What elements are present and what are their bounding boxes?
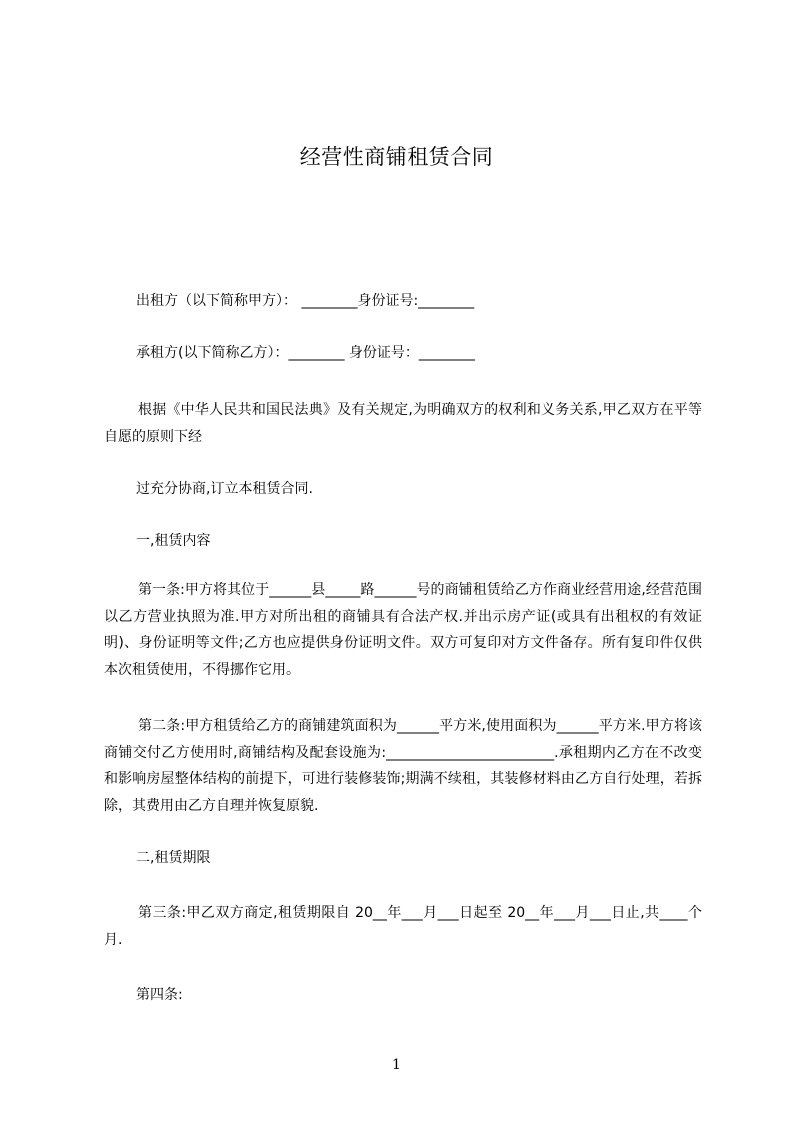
section-heading-lease-term: 二,租赁期限	[136, 850, 211, 866]
article-4-heading: 第四条:	[136, 987, 183, 1003]
preamble-continuation: 过充分协商,订立本租赁合同.	[136, 481, 313, 497]
article-2-paragraph: 第二条:甲方租赁给乙方的商铺建筑面积为______平方米,使用面积为______平方米.甲方将该商铺交付乙方使用时,商铺结构及配套设施为:________________________.承租期内乙方在不改变和影响房屋整体结构的前提下，可进行装修装饰;期满不续租，其装修材料由乙方自行处理，若拆除，其费用由乙方自理并恢复原貌.	[104, 718, 702, 814]
lessee-line: 承租方(以下简称乙方）：________ 身份证号：________	[136, 345, 475, 361]
section-heading-lease-content: 一,租赁内容	[136, 533, 211, 549]
document-title: 经营性商铺租赁合同	[299, 145, 494, 169]
article-3-paragraph: 第三条:甲乙双方商定,租赁期限自 20__年___月___日起至 20__年___月___日止,共____个月.	[104, 905, 702, 948]
page-number: 1	[392, 1057, 401, 1073]
lessor-line: 出租方（以下简称甲方）： ________身份证号:________	[136, 293, 475, 309]
preamble-paragraph: 根据《中华人民共和国民法典》及有关规定,为明确双方的权利和义务关系,甲乙双方在平等自愿的原则下经	[104, 402, 702, 445]
article-1-paragraph: 第一条:甲方将其位于______县_____路______号的商铺租赁给乙方作商业经营用途,经营范围以乙方营业执照为准.甲方对所出租的商铺具有合法产权.并出示房产证(或具有出租权的有效证明)、身份证明等文件;乙方也应提供身份证明文件。双方可复印对方文件备存。所有复印件仅供本次租赁使用，不得挪作它用。	[104, 582, 702, 678]
